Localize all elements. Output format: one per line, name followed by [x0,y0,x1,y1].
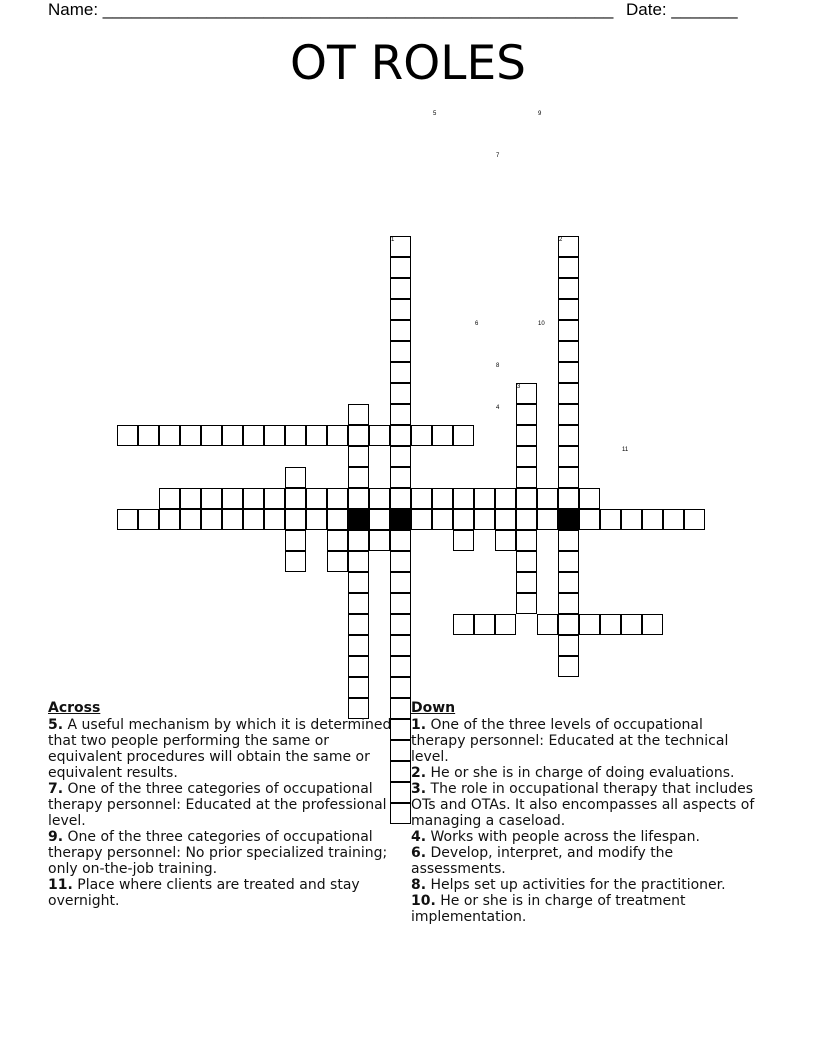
grid-cell[interactable] [453,614,474,635]
grid-cell[interactable] [285,530,306,551]
grid-cell[interactable] [453,425,474,446]
grid-cell[interactable] [348,530,369,551]
grid-cell[interactable] [348,467,369,488]
name-field-line[interactable]: Name: ______________________________________________________ [48,0,614,19]
grid-cell[interactable] [432,425,453,446]
grid-cell[interactable] [264,488,285,509]
grid-cell[interactable] [558,635,579,656]
across-heading: Across [48,700,101,716]
grid-cell[interactable] [285,551,306,572]
grid-cell[interactable] [159,509,180,530]
clue-text: One of the three categories of occupational therapy personnel: Educated at the professional level. [48,781,387,829]
grid-cell[interactable] [537,614,558,635]
clue-number: 9. [48,829,64,845]
clue-text: A useful mechanism by which it is determined that two people performing the same or equivalent procedures will obtain the same or equivalent results. [48,717,392,781]
clue-text: One of the three categories of occupational therapy personnel: No prior specialized training; only on-the-job training. [48,829,388,877]
grid-cell[interactable] [390,425,411,446]
grid-cell[interactable] [390,530,411,551]
grid-cell[interactable] [327,509,348,530]
clue-number: 6. [411,845,427,861]
grid-cell[interactable] [222,425,243,446]
grid-cell[interactable] [390,320,411,341]
grid-cell[interactable] [558,257,579,278]
clue-number: 11. [48,877,73,893]
grid-cell[interactable] [558,488,579,509]
grid-cell[interactable] [516,530,537,551]
grid-cell[interactable] [222,509,243,530]
grid-cell[interactable] [390,614,411,635]
grid-cell[interactable] [327,425,348,446]
grid-cell[interactable] [516,509,537,530]
grid-cell[interactable] [621,614,642,635]
grid-cell[interactable] [285,425,306,446]
date-field-line[interactable]: Date: _______ [626,0,738,19]
clue-number: 2. [411,765,427,781]
grid-cell[interactable] [411,488,432,509]
grid-cell[interactable] [537,488,558,509]
grid-cell[interactable] [516,488,537,509]
grid-cell[interactable] [117,425,138,446]
grid-cell[interactable] [390,446,411,467]
grid-cell[interactable] [516,404,537,425]
grid-cell[interactable] [348,635,369,656]
grid-cell[interactable] [327,530,348,551]
down-clue-2 [411,765,756,781]
grid-cell[interactable] [558,467,579,488]
grid-cell[interactable] [558,404,579,425]
grid-cell[interactable] [306,488,327,509]
grid-cell[interactable] [390,383,411,404]
clue-number: 4. [411,829,427,845]
clue-text: Develop, interpret, and modify the assessments. [411,845,674,877]
down-list [411,717,756,925]
grid-cell[interactable] [558,446,579,467]
down-clue-1 [411,717,756,765]
grid-cell[interactable] [390,488,411,509]
grid-cell[interactable] [516,593,537,614]
clue-number-label: 4 [496,405,500,411]
grid-cell[interactable] [558,341,579,362]
across-clue-5 [48,717,398,781]
across-clues [48,700,398,909]
grid-cell[interactable] [390,299,411,320]
across-clue-11 [48,877,398,909]
clue-number-label: 10 [538,321,545,327]
grid-cell[interactable] [474,614,495,635]
grid-cell[interactable] [558,383,579,404]
down-clue-4 [411,829,756,845]
grid-cell[interactable] [558,593,579,614]
grid-cell[interactable] [621,509,642,530]
grid-cell[interactable] [516,425,537,446]
grid-cell[interactable] [285,488,306,509]
down-clue-6 [411,845,756,877]
grid-cell[interactable] [264,509,285,530]
clue-number-label: 2 [559,237,563,243]
down-clue-10 [411,893,756,925]
grid-cell[interactable] [432,488,453,509]
clue-text: Helps set up activities for the practitioner. [430,877,726,893]
grid-cell[interactable] [579,488,600,509]
clue-number-label: 3 [517,384,521,390]
grid-cell[interactable] [369,425,390,446]
clue-number: 1. [411,717,427,733]
grid-cell[interactable] [243,488,264,509]
grid-cell[interactable] [390,278,411,299]
grid-cell[interactable] [348,593,369,614]
grid-cell[interactable] [306,509,327,530]
grid-cell[interactable] [348,677,369,698]
grid-cell[interactable] [684,509,705,530]
grid-cell[interactable] [243,509,264,530]
grid-cell[interactable] [642,614,663,635]
grid-cell[interactable] [369,530,390,551]
grid-cell[interactable] [243,425,264,446]
grid-cell[interactable] [537,509,558,530]
down-clue-3 [411,781,756,829]
grid-cell[interactable] [390,656,411,677]
clue-number-label: 9 [538,111,542,117]
grid-cell[interactable] [411,509,432,530]
grid-cell[interactable] [369,488,390,509]
grid-cell[interactable] [495,488,516,509]
blocked-cell [558,509,579,530]
across-clue-9 [48,829,398,877]
down-heading: Down [411,700,456,716]
grid-cell[interactable] [138,509,159,530]
across-list [48,717,398,909]
grid-cell[interactable] [348,404,369,425]
clue-number-label: 1 [391,237,395,243]
grid-cell[interactable] [558,362,579,383]
grid-cell[interactable] [348,551,369,572]
grid-cell[interactable] [201,509,222,530]
grid-cell[interactable] [348,656,369,677]
grid-cell[interactable] [390,362,411,383]
grid-cell[interactable] [285,509,306,530]
clue-number: 7. [48,781,64,797]
clue-number-label: 6 [475,321,479,327]
clue-number: 5. [48,717,64,733]
grid-cell[interactable] [390,635,411,656]
grid-cell[interactable] [348,572,369,593]
grid-cell[interactable] [495,614,516,635]
grid-cell[interactable] [558,278,579,299]
clue-text: The role in occupational therapy that includes OTs and OTAs. It also encompasses all aspects of managing a caseload. [411,781,755,829]
grid-cell[interactable] [222,488,243,509]
grid-cell[interactable] [600,509,621,530]
grid-cell[interactable] [138,425,159,446]
grid-cell[interactable] [516,572,537,593]
grid-cell[interactable] [327,488,348,509]
grid-cell[interactable] [201,488,222,509]
clue-number-label: 11 [622,447,629,453]
grid-cell[interactable] [558,425,579,446]
grid-cell[interactable] [516,551,537,572]
clue-number-label: 8 [496,363,500,369]
grid-cell[interactable] [558,656,579,677]
down-clue-8 [411,877,756,893]
grid-cell[interactable] [663,509,684,530]
grid-cell[interactable] [453,530,474,551]
grid-cell[interactable] [474,509,495,530]
grid-cell[interactable] [558,551,579,572]
grid-cell[interactable] [159,488,180,509]
grid-cell[interactable] [264,425,285,446]
grid-cell[interactable] [579,614,600,635]
grid-cell[interactable] [642,509,663,530]
clue-text: He or she is in charge of doing evaluations. [430,765,735,781]
grid-cell[interactable] [327,551,348,572]
clue-number-label: 5 [433,111,437,117]
grid-cell[interactable] [453,488,474,509]
grid-cell[interactable] [558,320,579,341]
grid-cell[interactable] [432,509,453,530]
grid-cell[interactable] [516,446,537,467]
grid-cell[interactable] [180,488,201,509]
grid-cell[interactable] [390,404,411,425]
grid-cell[interactable] [495,509,516,530]
grid-cell[interactable] [348,446,369,467]
grid-cell[interactable] [495,530,516,551]
grid-cell[interactable] [348,488,369,509]
grid-cell[interactable] [558,572,579,593]
grid-cell[interactable] [558,299,579,320]
grid-cell[interactable] [180,509,201,530]
grid-cell[interactable] [516,467,537,488]
grid-cell[interactable] [285,467,306,488]
grid-cell[interactable] [306,425,327,446]
grid-cell[interactable] [390,572,411,593]
grid-cell[interactable] [579,509,600,530]
grid-cell[interactable] [348,614,369,635]
grid-cell[interactable] [390,341,411,362]
across-clue-7 [48,781,398,829]
grid-cell[interactable] [600,614,621,635]
grid-cell[interactable] [390,551,411,572]
clue-text: He or she is in charge of treatment implementation. [411,893,686,925]
clue-number: 8. [411,877,427,893]
grid-cell[interactable] [390,593,411,614]
clue-number-label: 7 [496,153,500,159]
blocked-cell [390,509,411,530]
blocked-cell [348,509,369,530]
grid-cell[interactable] [474,488,495,509]
grid-cell[interactable] [558,614,579,635]
grid-cell[interactable] [390,467,411,488]
grid-cell[interactable] [201,425,222,446]
clue-number: 10. [411,893,436,909]
grid-cell[interactable] [348,425,369,446]
clue-number: 3. [411,781,427,797]
clue-text: Works with people across the lifespan. [430,829,700,845]
grid-cell[interactable] [390,257,411,278]
grid-cell[interactable] [453,509,474,530]
grid-cell[interactable] [369,509,390,530]
clue-text: One of the three levels of occupational therapy personnel: Educated at the technical level. [411,717,729,765]
grid-cell[interactable] [558,530,579,551]
clue-text: Place where clients are treated and stay overnight. [48,877,360,909]
grid-cell[interactable] [390,677,411,698]
down-clues [411,700,756,925]
grid-cell[interactable] [411,425,432,446]
grid-cell[interactable] [180,425,201,446]
grid-cell[interactable] [117,509,138,530]
puzzle-title: OT ROLES [289,36,526,91]
grid-cell[interactable] [159,425,180,446]
